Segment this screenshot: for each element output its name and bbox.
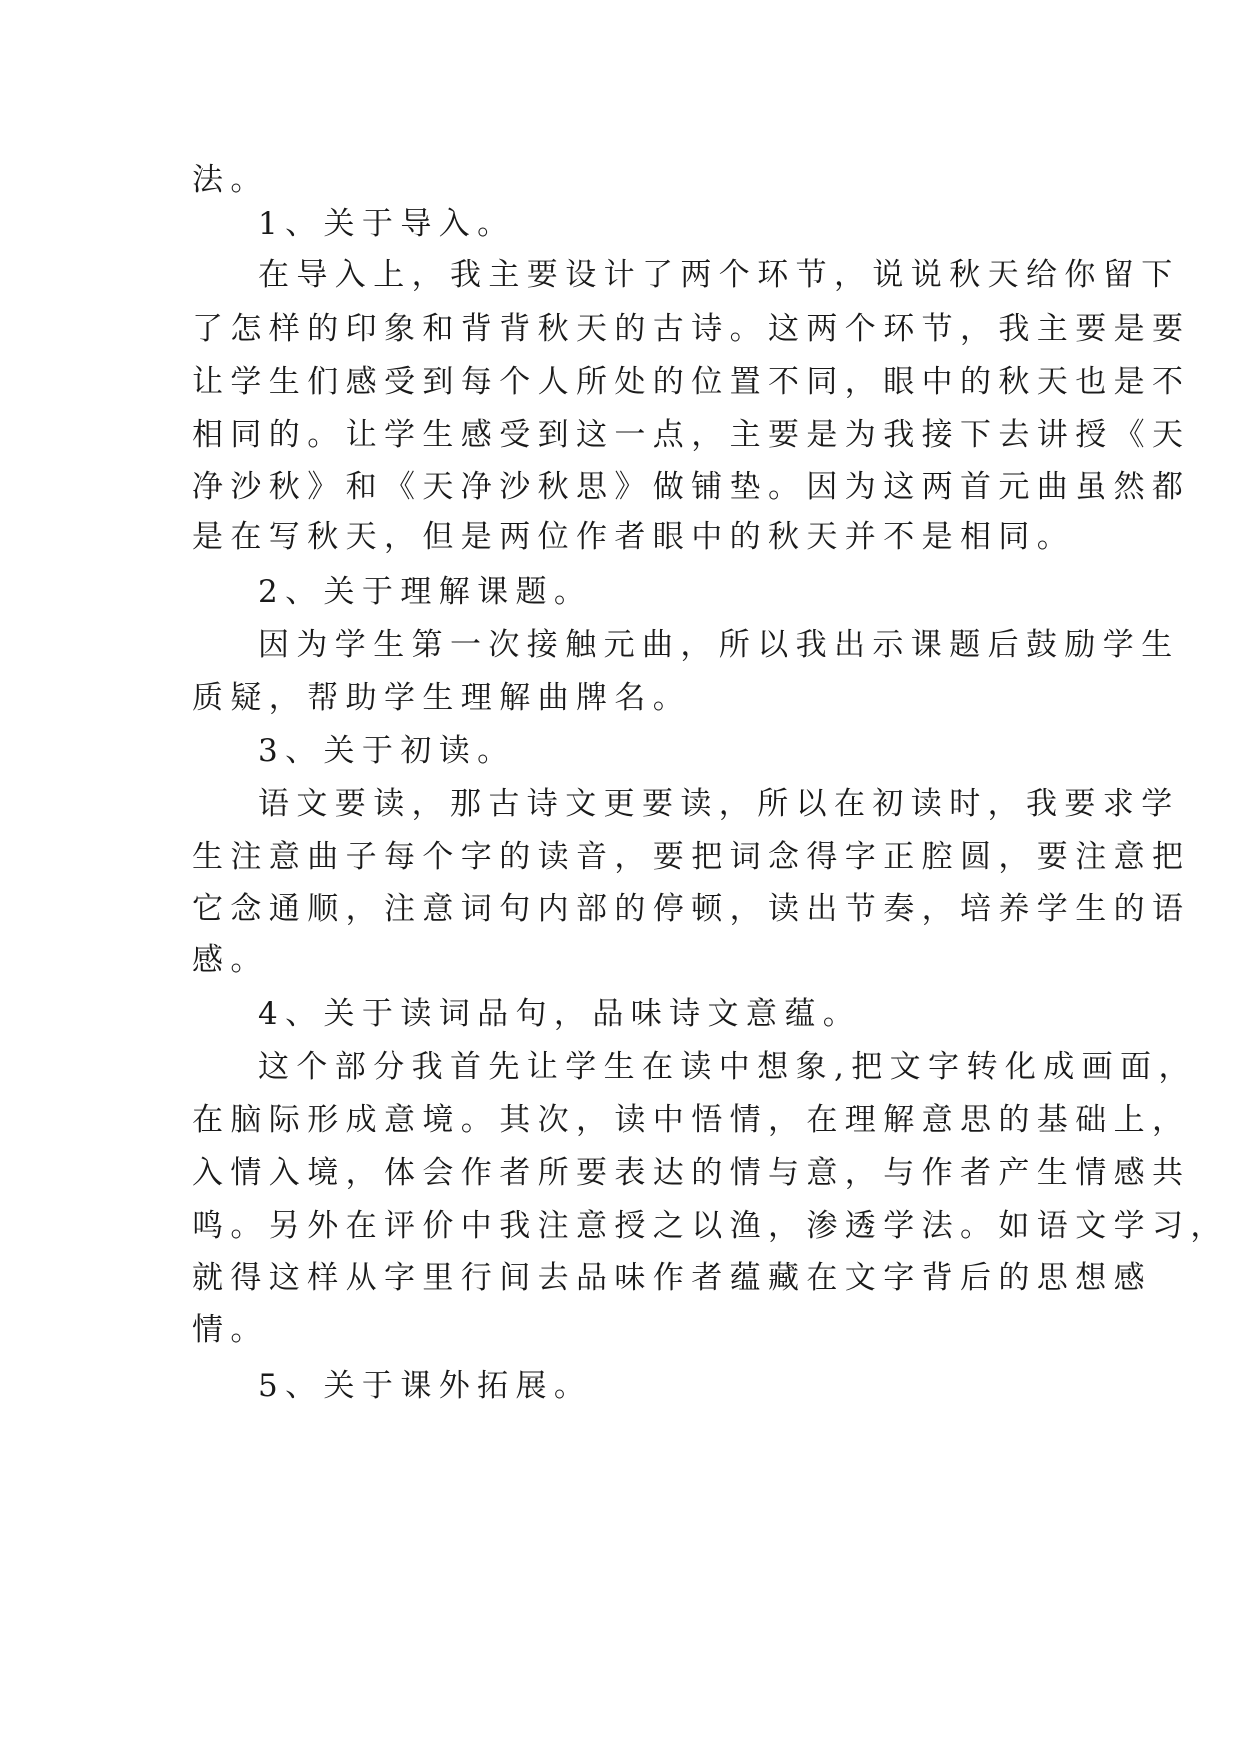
- text-line: 在导入上，我主要设计了两个环节，说说秋天给你留下: [258, 257, 1180, 293]
- text-line: 净沙秋》和《天净沙秋思》做铺垫。因为这两首元曲虽然都: [192, 469, 1191, 505]
- text-line: 生注意曲子每个字的读音，要把词念得字正腔圆，要注意把: [192, 839, 1191, 875]
- text-line: 是在写秋天，但是两位作者眼中的秋天并不是相同。: [192, 519, 1076, 555]
- text-line: 它念通顺，注意词句内部的停顿，读出节奏，培养学生的语: [192, 891, 1191, 927]
- text-line: 在脑际形成意境。其次，读中悟情，在理解意思的基础上，: [192, 1102, 1191, 1138]
- text-line: 语文要读，那古诗文更要读，所以在初读时，我要求学: [258, 786, 1180, 822]
- text-line: 法。: [192, 162, 269, 198]
- section-heading: 4、关于读词品句，品味诗文意蕴。: [258, 996, 862, 1032]
- text-line: 了怎样的印象和背背秋天的古诗。这两个环节，我主要是要: [192, 311, 1191, 347]
- text-line: 质疑，帮助学生理解曲牌名。: [192, 680, 692, 716]
- text-line: 让学生们感受到每个人所处的位置不同，眼中的秋天也是不: [192, 364, 1191, 400]
- text-line: 情。: [192, 1312, 269, 1348]
- text-line: 相同的。让学生感受到这一点，主要是为我接下去讲授《天: [192, 417, 1191, 453]
- text-line: 感。: [192, 942, 269, 978]
- text-line: 就得这样从字里行间去品味作者蕴藏在文字背后的思想感: [192, 1260, 1152, 1296]
- section-heading: 1、关于导入。: [258, 206, 516, 242]
- section-heading: 5、关于课外拓展。: [258, 1368, 593, 1404]
- text-line: 鸣。另外在评价中我注意授之以渔，渗透学法。如语文学习，: [192, 1208, 1229, 1244]
- section-heading: 3、关于初读。: [258, 733, 516, 769]
- text-line: 这个部分我首先让学生在读中想象,把文字转化成画面，: [258, 1049, 1197, 1085]
- text-line: 入情入境，体会作者所要表达的情与意，与作者产生情感共: [192, 1155, 1191, 1191]
- text-line: 因为学生第一次接触元曲，所以我出示课题后鼓励学生: [258, 627, 1180, 663]
- section-heading: 2、关于理解课题。: [258, 574, 593, 610]
